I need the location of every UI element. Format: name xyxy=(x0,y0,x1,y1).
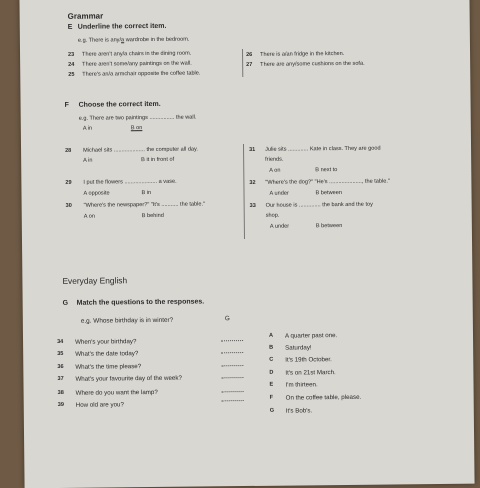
response-letter: B xyxy=(269,344,274,351)
section-g-instruction: Match the questions to the responses. xyxy=(76,298,205,307)
response-text: On the coffee table, please. xyxy=(285,393,362,402)
option-a: A in xyxy=(83,157,93,164)
response-text: I'm thirteen. xyxy=(285,381,318,389)
question-number: 37 xyxy=(57,375,64,382)
item-number: 29 xyxy=(65,179,72,186)
example-option-a: A in xyxy=(82,125,93,132)
everyday-english-title: Everyday English xyxy=(62,275,128,286)
example-underlined: a xyxy=(120,37,125,44)
section-f-instruction: Choose the correct item. xyxy=(78,100,161,109)
response-text: A quarter past one. xyxy=(284,332,338,340)
section-e-instruction: Underline the correct item. xyxy=(77,22,167,31)
option-b: B it in front of xyxy=(141,156,175,164)
answer-blank xyxy=(221,337,243,343)
item-text: There aren't some/any paintings on the wall. xyxy=(82,60,192,68)
section-f-letter: F xyxy=(64,101,69,109)
example-text: e.g. There is any/ xyxy=(77,37,122,44)
option-b: B behind xyxy=(141,212,164,220)
response-letter: D xyxy=(269,369,274,376)
item-number: 30 xyxy=(65,202,72,209)
response-text: It's Bob's. xyxy=(285,407,313,415)
option-b: B in xyxy=(141,190,152,197)
item-text: Michael sits .................... the computer all day. xyxy=(83,146,199,154)
item-text: There's an/a armchair opposite the coffee table. xyxy=(82,70,201,78)
question-text: What's the time please? xyxy=(75,363,142,371)
item-number: 32 xyxy=(249,179,256,186)
item-text: There are any/some cushions on the sofa. xyxy=(260,60,365,68)
item-number: 23 xyxy=(68,51,75,58)
option-b: B between xyxy=(315,190,342,197)
section-g-letter: G xyxy=(62,299,69,307)
question-text: When's your birthday? xyxy=(75,338,137,346)
question-number: 35 xyxy=(57,350,64,357)
worksheet-page xyxy=(19,0,474,488)
example-text-end: wardrobe in the bedroom. xyxy=(124,36,190,44)
question-number: 34 xyxy=(57,338,64,345)
response-text: It's 19th October. xyxy=(285,356,332,364)
answer-blank xyxy=(221,374,243,380)
response-letter: C xyxy=(269,356,274,363)
option-b: B between xyxy=(315,223,343,230)
item-number: 25 xyxy=(68,71,75,78)
section-f-example: e.g. There are two paintings ................ the wall. xyxy=(78,114,197,122)
example-option-b: B on xyxy=(130,125,143,132)
response-letter: G xyxy=(269,407,275,414)
grammar-title: Grammar xyxy=(67,11,104,21)
item-text: "Where's the newspaper?" "It's ........... the table." xyxy=(83,201,206,209)
question-number: 39 xyxy=(57,401,64,408)
option-a: A under xyxy=(269,190,289,197)
item-text: "Where's the dog?" "He's ....................., the table." xyxy=(265,178,390,186)
item-text: Our house is .............. the bank and the toy xyxy=(265,201,373,209)
section-e-example xyxy=(78,37,190,44)
item-text: There aren't any/a chairs in the dining room. xyxy=(82,50,192,58)
answer-blank xyxy=(222,397,244,403)
question-text: How old are you? xyxy=(75,401,124,409)
item-text: There is a/an fridge in the kitchen. xyxy=(260,50,345,58)
item-text-cont: shop. xyxy=(265,212,280,219)
response-letter: F xyxy=(269,394,274,401)
item-number: 24 xyxy=(68,61,75,68)
item-text-cont: friends. xyxy=(265,156,284,163)
answer-blank xyxy=(221,362,243,368)
item-number: 33 xyxy=(249,202,256,209)
question-number: 38 xyxy=(57,389,64,396)
response-letter: E xyxy=(269,381,274,388)
section-g-example-answer: G xyxy=(224,315,230,323)
option-a: A on xyxy=(83,213,95,220)
response-text: It's on 21st March. xyxy=(285,369,336,377)
item-number: 26 xyxy=(246,51,253,58)
answer-blank xyxy=(222,388,244,394)
option-a: A on xyxy=(269,167,281,174)
question-text: What's your favourite day of the week? xyxy=(75,374,182,383)
column-divider xyxy=(242,49,243,77)
item-text: I put the flowers ..................... a vase. xyxy=(83,178,177,186)
item-number: 28 xyxy=(65,147,72,154)
response-text: Saturday! xyxy=(285,344,312,352)
option-a: A opposite xyxy=(83,190,110,197)
column-divider xyxy=(243,144,245,239)
option-a: A under xyxy=(269,223,290,230)
item-text: Julie sits ............. Kate in class. They are good xyxy=(265,145,381,153)
item-number: 31 xyxy=(249,146,256,153)
section-e-letter: E xyxy=(67,23,73,31)
question-text: What's the date today? xyxy=(75,350,139,358)
response-letter: A xyxy=(268,332,274,339)
item-number: 27 xyxy=(246,61,253,68)
answer-blank xyxy=(221,349,243,355)
question-number: 36 xyxy=(57,363,64,370)
section-g-example: e.g. Whose birthday is in winter? xyxy=(80,316,174,325)
question-text: Where do you want the lamp? xyxy=(75,388,158,397)
option-b: B next to xyxy=(315,167,338,174)
